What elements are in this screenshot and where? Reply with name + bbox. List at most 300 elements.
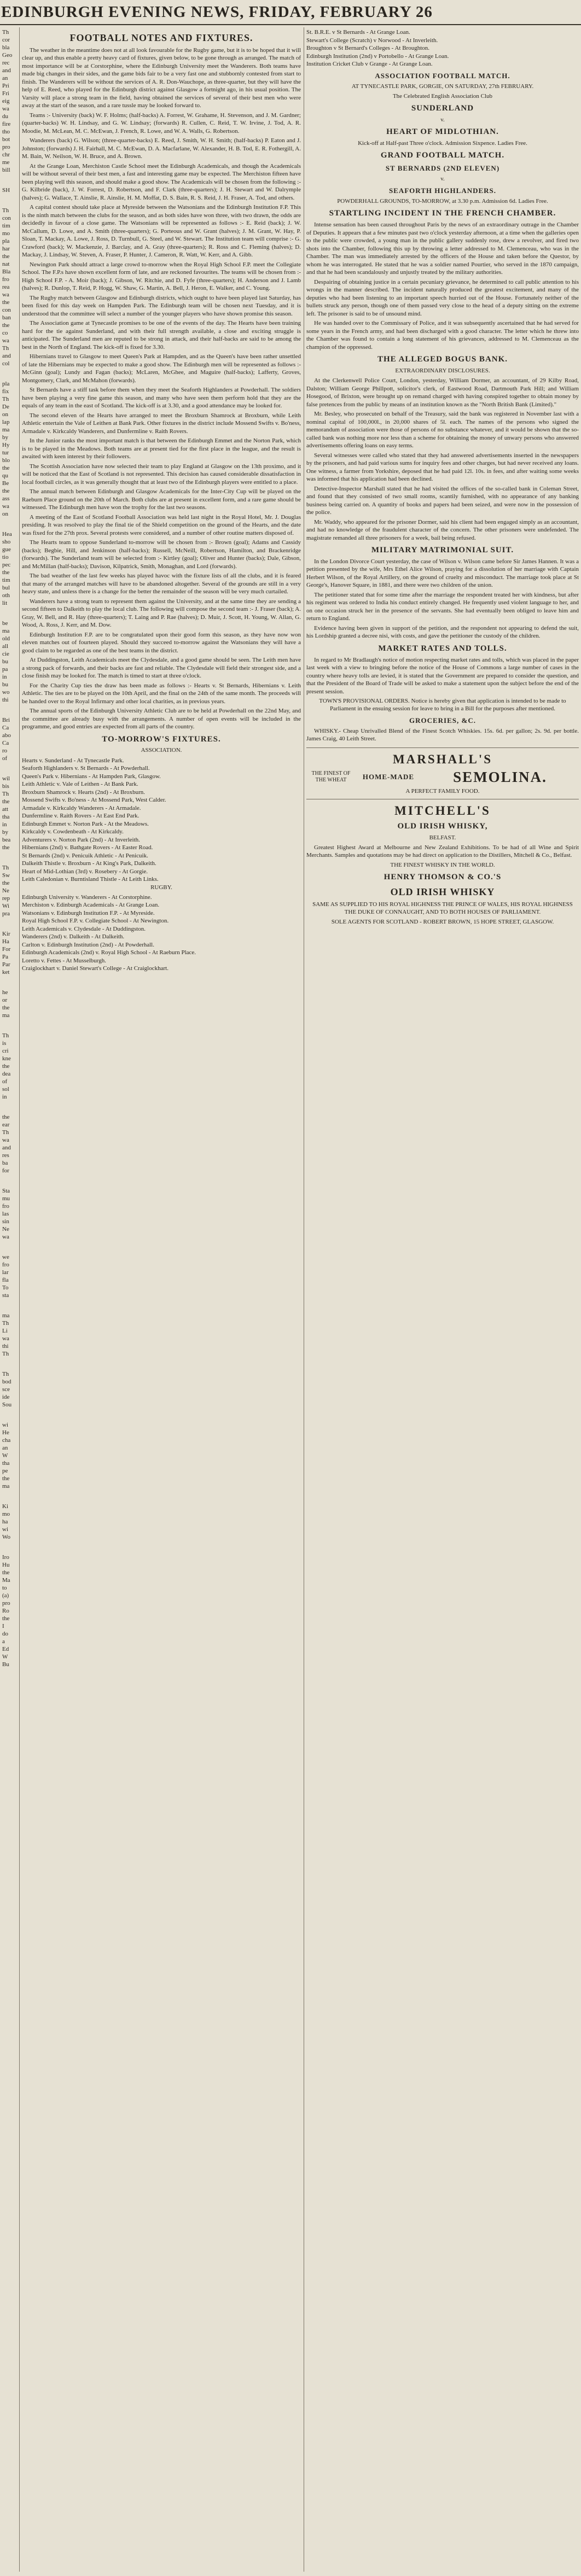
edge-word-fragment: he [2, 989, 8, 996]
edge-word-fragment: wil [2, 775, 10, 782]
edge-word-fragment: wi [2, 1526, 8, 1533]
fixture-line: St Bernards (2nd) v. Penicuik Athletic - At Penicuik. [22, 852, 148, 859]
edge-word-fragment: mo [2, 230, 10, 237]
edge-gap [2, 1241, 18, 1253]
edge-word-fragment: Th [2, 1371, 9, 1377]
edge-word-fragment: To [2, 1284, 9, 1291]
newspaper-masthead: EDINBURGH EVENING NEWS, FRIDAY, FEBRUARY 26 [1, 3, 433, 21]
sub-heading: SOLE AGENTS FOR SCOTLAND - ROBERT BROWN, 15 HOPE STREET, GLASGOW. [331, 919, 554, 926]
article-paragraph: The Hearts team to oppose Sunderland to-morrow will be chosen from :- Brown (goal); Adams and Cassidy (backs); Begbie, Hill, and Jenkinson (half-backs); Russell, McNeill, Robertson, Hamilton, and Brackenridge (forwards). The Sunderland team will be selected from :- Kirtley (goal); Oliver and Hunter (backs); Dale, Gibson, and McMillan (half-backs); Davison, Kilpatrick, Smith, Monaghan, and Lord (forwards). [22, 539, 301, 570]
edge-word-fragment: pro [2, 144, 10, 150]
edge-word-fragment: in [2, 1094, 7, 1100]
article-paragraph: Wanderers have a strong team to represent them against the University, and at the same time they are sending a second fifteen to Dalkeith to play the local club. The following will compose the second team :- J. Fraser (back); A. Gray, W. Bell, and R. Hay (three-quarters); T. Laing and P. Rae (halves); D. Muir, J. Scott, H. Young, W. Allan, G. Wood, A. Ross, J. Kerr, and M. Dow. [22, 598, 301, 628]
edge-word-fragment: Th [2, 345, 9, 352]
fixture-line: Edinburgh Institution (2nd) v Portobello - At Grange Loan. [306, 52, 449, 60]
edge-word-fragment: col [2, 360, 10, 367]
edge-word-fragment: pro [2, 1600, 10, 1607]
edge-word-fragment: bu [2, 658, 8, 665]
edge-word-fragment: tha [2, 1460, 10, 1467]
fixture-line: Seaforth Highlanders v. St Bernards - At Powderhall. [22, 765, 150, 772]
edge-gap [2, 518, 18, 530]
edge-word-fragment: or [2, 997, 8, 1003]
article-paragraph: A capital contest should take place at Myreside between the Watsonians and the Edinburgh Institution F.P. This is the ninth match between the clubs for the season, and as both sides have won three, with two drawn, the odds are decidedly in favour of a close game. The Watsonians will be represented as follows :- E. Reid (back); J. W. McCallum, D. Lowe, and A. Smith (three-quarters); G. Porteous and W. Grant (halves); J. M. Grant, W. Hay, P. Sloan, T. Mackay, A. Lowe, J. Ross, D. Turnbull, G. Steel, and W. Stewart. The Institution team will comprise :- G. Crawford (back); W. Mackenzie, J. Barclay, and A. Gray (three-quarters); R. Ross and C. Fleming (halves); D. Mackay, J. Lindsay, W. Steven, A. Fraser, P. Hunter, J. Cameron, R. Watt, W. Kerr, and A. Gibb. [22, 204, 301, 258]
edge-word-fragment: Wi [2, 903, 9, 909]
edge-word-fragment: on [2, 511, 8, 517]
section-heading: SEAFORTH HIGHLANDERS. [388, 186, 497, 195]
news-and-adverts-column [306, 28, 579, 928]
edge-word-fragment: Th [2, 1032, 9, 1039]
edge-word-fragment: bu [2, 681, 8, 688]
edge-word-fragment: ass [2, 495, 10, 502]
edge-word-fragment: Bri [2, 717, 10, 723]
article-paragraph: Greatest Highest Award at Melbourne and New Zealand Exhibitions. To be had of all Wine and Spirit Merchants. Samples and quotations may be had direct on application to the Distillers, Mitchell & Co., Belfast. [306, 844, 579, 859]
edge-word-fragment: ma [2, 1312, 10, 1319]
fixture-line: Stewart's College (Scratch) v Norwood - At Inverleith. [306, 37, 438, 44]
fixture-line: Leith Academicals v. Clydesdale - At Duddingston. [22, 925, 146, 932]
edge-word-fragment: qu [2, 472, 8, 479]
edge-word-fragment: bis [2, 783, 9, 790]
article-paragraph: St Bernards have a stiff task before them when they meet the Seaforth Highlanders at Powderhall. The soldiers have been playing a very fine game this season, and many who have seen them perform hold that they are the equals of any team in the east of Scotland. The kick-off is at 3.30, and a good attendance may be looked for. [22, 387, 301, 409]
edge-word-fragment: Hea [2, 531, 12, 538]
edge-word-fragment: the [2, 1004, 10, 1011]
edge-word-fragment: gue [2, 546, 11, 553]
edge-word-fragment: tio [2, 554, 9, 560]
edge-word-fragment: ma [2, 427, 10, 433]
edge-word-fragment: Bu [2, 1661, 9, 1668]
edge-word-fragment: the [2, 844, 10, 851]
section-heading: SUNDERLAND [411, 104, 474, 113]
edge-word-fragment: Th [2, 29, 9, 36]
edge-word-fragment: the [2, 1063, 10, 1070]
section-heading: STARTLING INCIDENT IN THE FRENCH CHAMBER. [329, 209, 556, 218]
edge-gap [2, 1490, 18, 1503]
edge-word-fragment: Ma [2, 1577, 10, 1584]
edge-word-fragment: W [2, 1452, 8, 1459]
edge-word-fragment: blo [2, 457, 10, 464]
edge-word-fragment: con [2, 307, 11, 313]
edge-word-fragment: sol [2, 1086, 9, 1093]
edge-gap [2, 704, 18, 716]
edge-word-fragment: abo [2, 732, 11, 739]
edge-word-fragment: all [2, 643, 8, 650]
section-heading: HEART OF MIDLOTHIAN. [386, 127, 499, 137]
edge-word-fragment: and [2, 67, 11, 74]
edge-word-fragment: sin [2, 1218, 9, 1225]
edge-gap [2, 851, 18, 864]
article-paragraph: Several witnesses were called who stated that they had answered advertisements inserted in the newspapers by the prisoners, and had paid various sums for inquiry fees and other charges, but had never received any loans. One witness, a farmer from Yorkshire, deposed that he had paid 12l. 10s. in fees, and after waiting some weeks was informed that his application had been declined. [306, 452, 579, 483]
edge-word-fragment: Bla [2, 268, 11, 275]
edge-word-fragment: rea [2, 284, 10, 290]
edge-word-fragment: a [2, 1638, 5, 1645]
sub-heading: POWDERHALL GROUNDS, TO-MORROW, at 3.30 p.m. Admission 6d. Ladies Free. [337, 197, 548, 205]
edge-word-fragment: the [2, 880, 10, 886]
edge-word-fragment: Be [2, 480, 9, 487]
edge-word-fragment: wi [2, 1422, 8, 1428]
edge-word-fragment: tur [2, 449, 9, 456]
fixture-line: Carlton v. Edinburgh Institution (2nd) - At Powderhall. [22, 941, 154, 948]
edge-word-fragment: fro [2, 276, 9, 283]
advert-divider [306, 747, 579, 748]
edge-word-fragment: the [2, 569, 10, 576]
article-paragraph: The second eleven of the Hearts have arranged to meet the Broxburn Shamrock at Broxburn, while Leith Athletic entertain the Vale of Leithen at Bank Park. Other fixtures in the district include Mossend Swifts v. Bo'ness, Armadale v. Kirkcaldy Wanderers, and Dunfermline v. Raith Rovers. [22, 412, 301, 435]
article-paragraph: At Duddingston, Leith Academicals meet the Clydesdale, and a good game should be seen. The Leith men have a strong pack of forwards, and their backs are fast and reliable. The Clydesdale will field their strongest side, and a close finish may be looked for. The match is timed to start at three o'clock. [22, 657, 301, 679]
fixture-line: Royal High School F.P. v. Collegiate School - At Newington. [22, 918, 169, 925]
advert-left-text: THE FINEST OF THE WHEAT [311, 770, 351, 784]
edge-word-fragment: ma [2, 628, 10, 634]
edge-word-fragment: kne [2, 1055, 11, 1062]
edge-word-fragment: in [2, 674, 7, 680]
article-paragraph: Detective-Inspector Marshall stated that he had visited the offices of the so-called bank in Coleman Street, and found that they consisted of two small rooms, scantily furnished, with no appearance of any banking business being carried on. A quantity of books and papers had been seized, and were now in the possession of the police. [306, 485, 579, 516]
sub-heading: BELFAST. [429, 834, 456, 841]
fixture-line: Kirkcaldy v. Cowdenbeath - At Kirkcaldy. [22, 828, 124, 836]
sub-heading: TOWN'S PROVISIONAL ORDERS. Notice is hereby given that application is intended to be made to Parliament in the ensuing session for leave to bring in a Bill for the purposes after mentioned. [319, 698, 566, 712]
fixture-line: Armadale v. Kirkcaldy Wanderers - At Armadale. [22, 804, 141, 811]
edge-word-fragment: the [2, 1114, 10, 1120]
edge-gap [2, 367, 18, 380]
fixture-line: Institution Cricket Club v Grange - At Grange Loan. [306, 61, 433, 67]
edge-word-fragment: by [2, 829, 8, 836]
edge-word-fragment: co [2, 330, 8, 336]
fixture-line: Edinburgh Emmet v. Norton Park - At the Meadows. [22, 820, 149, 827]
edge-word-fragment: Th [2, 1129, 9, 1136]
edge-word-fragment: bla [2, 44, 10, 51]
edge-word-fragment: oth [2, 592, 10, 599]
edge-word-fragment: pe [2, 1468, 8, 1474]
edge-word-fragment: by [2, 434, 8, 441]
article-paragraph: Despairing of obtaining justice in a certain pecuniary grievance, he determined to call public attention to his wrongs in the manner described. The incident naturally produced the greatest excitement, and many of the deputies who had been listening to an important speech hurried out of the House. Fortunately neither of the bullets struck any person, though one of them passed very close to the head of a deputy sitting on the extreme left. The prisoner is said to be of unsound mind. [306, 278, 579, 317]
edge-word-fragment: dea [2, 1071, 11, 1077]
edge-word-fragment: of [2, 1078, 8, 1085]
fixture-line: Hearts v. Sunderland - At Tynecastle Park. [22, 757, 124, 764]
edge-word-fragment: sce [2, 1386, 10, 1393]
edge-word-fragment: pla [2, 381, 10, 387]
edge-word-fragment: Ki [2, 1503, 8, 1510]
edge-word-fragment: tho [2, 128, 10, 135]
section-heading: TO-MORROW'S FIXTURES. [102, 734, 221, 744]
edge-word-fragment: Hy [2, 442, 10, 448]
edge-gap [2, 1101, 18, 1113]
edge-word-fragment: Pa [2, 954, 8, 960]
edge-word-fragment: du [2, 113, 8, 120]
fixture-line: Hibernians (2nd) v. Bathgate Rovers - At Easter Road. [22, 844, 153, 851]
edge-word-fragment: wa [2, 291, 9, 298]
edge-word-fragment: cor [2, 37, 10, 43]
fixture-line: Craiglockhart v. Daniel Stewart's College - At Craiglockhart. [22, 965, 169, 972]
sub-heading: Kick-off at Half-past Three o'clock. Admission Sixpence. Ladies Free. [358, 140, 527, 147]
edge-word-fragment: wa [2, 106, 9, 112]
edge-word-fragment: bot [2, 136, 10, 143]
edge-word-fragment: fro [2, 1203, 9, 1210]
edge-word-fragment: tim [2, 223, 10, 229]
edge-word-fragment: Ha [2, 938, 9, 945]
edge-word-fragment: lar [2, 1269, 9, 1276]
edge-word-fragment: Ne [2, 887, 9, 894]
sub-heading: THE FINEST WHISKY IN THE WORLD. [390, 861, 495, 868]
edge-word-fragment: ket [2, 969, 10, 976]
edge-word-fragment: Th [2, 1351, 9, 1357]
fixture-line: Merchiston v. Edinburgh Academicals - At Grange Loan. [22, 902, 160, 909]
fixture-line: St. B.R.E. v St Bernards - At Grange Loan. [306, 29, 410, 36]
edge-word-fragment: mo [2, 1511, 10, 1517]
edge-word-fragment: eig [2, 98, 10, 104]
edge-word-fragment: the [2, 253, 10, 260]
edge-word-fragment: Ca [2, 725, 9, 731]
edge-gap [2, 1299, 18, 1312]
edge-word-fragment: pa [2, 666, 8, 673]
sub-heading: The Celebrated English Association Club [392, 93, 493, 100]
advert-brand-name: MITCHELL'S [394, 803, 491, 817]
edge-word-fragment: De [2, 404, 9, 410]
edge-word-fragment: bod [2, 1378, 11, 1385]
fixture-line: Edinburgh Academicals (2nd) v. Royal High School - At Raeburn Place. [22, 949, 196, 956]
edge-word-fragment: the [2, 488, 10, 494]
edge-word-fragment: Ca [2, 740, 9, 746]
edge-word-fragment: ma [2, 1012, 10, 1019]
edge-word-fragment: Fri [2, 90, 9, 97]
edge-word-fragment: ro [2, 747, 8, 754]
edge-word-fragment: Th [2, 207, 9, 214]
advert-tagline: A PERFECT FAMILY FOOD. [405, 787, 480, 795]
edge-gap [2, 174, 18, 186]
fixture-line: Watsonians v. Edinburgh Institution F.P. - At Myreside. [22, 909, 155, 916]
article-paragraph: A meeting of the East of Scotland Football Association was held last night in the Royal Hotel, Mr. J. Douglas presiding. It was resolved to play the final tie of the Shield competition on the ground of the Hearts, and the date was fixed for the 27th prox. Several protests were considered, and a number of other routine matters disposed of. [22, 513, 301, 536]
sub-heading: AT TYNECASTLE PARK, GORGIE, ON SATURDAY, 27th FEBRUARY. [351, 83, 534, 90]
edge-word-fragment: con [2, 215, 11, 221]
edge-word-fragment: cri [2, 1048, 9, 1054]
fixture-line: Heart of Mid-Lothian (3rd) v. Rosebery - At Gorgie. [22, 868, 148, 875]
edge-word-fragment: the [2, 299, 10, 306]
edge-word-fragment: nat [2, 261, 10, 267]
article-paragraph: In the London Divorce Court yesterday, the case of Wilson v. Wilson came before Sir James Hannen. It was a petition presented by the wife, Mrs Ethel Alice Wilson, praying for a dissolution of her marriage with Captain Herbert Wilson, of the Royal Artillery, on the ground of cruelty and misconduct. The marriage took place at St George's, Hanover Square, in 1881, and there were two children of the union. [306, 558, 579, 589]
edge-word-fragment: wo [2, 689, 10, 696]
article-paragraph: Mr. Besley, who prosecuted on behalf of the Treasury, said the bank was registered in November last with a nominal capital of 100,000l., in 20,000 shares of 5l. each. The names of the persons who signed the memorandum of association were those of persons of no substance whatever, and it would be shown that the so-called bank was nothing more nor less than a scheme for obtaining the money of unwary persons who answered advertisements offering loans on easy terms. [306, 411, 579, 449]
edge-word-fragment: W [2, 1654, 8, 1660]
edge-word-fragment: cha [2, 1437, 11, 1444]
advert-row [306, 769, 579, 786]
edge-word-fragment: pec [2, 562, 11, 568]
edge-word-fragment: for [2, 1167, 9, 1174]
edge-word-fragment: sta [2, 1292, 9, 1299]
sub-heading: SAME AS SUPPLIED TO HIS ROYAL HIGHNESS THE PRINCE OF WALES, HIS ROYAL HIGHNESS THE DUKE OF CONNAUGHT, AND TO BOTH HOUSES OF PARLIAMENT. [312, 901, 573, 915]
edge-word-fragment: wa [2, 1137, 9, 1143]
article-paragraph: The annual sports of the Edinburgh University Athletic Club are to be held at Powderhall on the 22nd May, and the committee are already busy with the arrangements. A number of open events will be included in the programme, and good entries are expected from all parts of the country. [22, 708, 301, 730]
edge-word-fragment: lit [2, 600, 8, 606]
fixture-line: Broughton v St Bernard's Colleges - At Broughton. [306, 45, 430, 51]
edge-word-fragment: and [2, 1144, 11, 1151]
edge-word-fragment: the [2, 1475, 10, 1482]
edge-word-fragment: of [2, 755, 8, 762]
edge-word-fragment: res [2, 1152, 9, 1159]
edge-word-fragment: Iro [2, 1554, 9, 1561]
edge-word-fragment: me [2, 159, 10, 166]
edge-word-fragment: tha [2, 814, 10, 820]
edge-word-fragment: fire [2, 121, 11, 127]
advert-brand-name: MARSHALL'S [392, 752, 493, 766]
edge-word-fragment: pra [2, 910, 10, 917]
section-heading: GROCERIES, &C. [409, 716, 476, 725]
edge-word-fragment: lap [2, 419, 10, 425]
edge-word-fragment: be [2, 620, 8, 627]
fixture-line: Dunfermline v. Raith Rovers - At East End Park. [22, 813, 140, 820]
article-paragraph: Newington Park should attract a large crowd to-morrow when the Royal High School F.P. meet the Collegiate School. The F.P.s have shown excellent form of late, and are reckoned favourites. The teams will be chosen from :- High School F.P. - A. Moir (back); J. Gibson, W. Ritchie, and D. Fyfe (three-quarters); H. Anderson and J. Lamb (halves); R. Dunlop, T. Reid, P. Hogg, W. Shaw, G. Martin, A. Bell, J. Heron, E. Walker, and C. Young. [22, 261, 301, 291]
edge-word-fragment: bul [2, 585, 10, 591]
article-paragraph: In the Junior ranks the most important match is that between the Edinburgh Emmet and the Norton Park, which is to be played in the Meadows. Both teams are at present tied for the first place in the league, and the result is awaited with keen interest by their followers. [22, 437, 301, 460]
edge-word-fragment: Th [2, 791, 9, 797]
edge-word-fragment: cie [2, 651, 9, 657]
edge-word-fragment: the [2, 322, 10, 329]
edge-word-fragment: Sou [2, 1401, 12, 1408]
edge-word-fragment: the [2, 1569, 10, 1576]
column-rule [19, 27, 20, 2572]
edge-word-fragment: Th [2, 1320, 9, 1327]
edge-word-fragment: Pri [2, 83, 9, 89]
edge-word-fragment: an [2, 75, 8, 81]
article-paragraph: In regard to Mr Bradlaugh's notice of motion respecting market rates and tolls, which was placed in the paper last week with a view to bringing before the notice of the House of Commons a large number of cases in the country where heavy tolls are levied, it is stated that the Government are prepared to consider the question, and that the President of the Board of Trade will be asked to make a statement upon the subject before the end of the present session. [306, 656, 579, 695]
edge-word-fragment: sho [2, 539, 11, 545]
left-edge-fragment-column [2, 28, 18, 1668]
article-paragraph: Mr. Waddy, who appeared for the prisoner Dormer, said his client had been engaged simply as an accountant, and had no knowledge of the fraudulent character of the concern. The other prisoners were undefended. The magistrate remanded all three prisoners for a week, bail being refused. [306, 518, 579, 541]
edge-word-fragment: pla [2, 238, 10, 244]
article-paragraph: Edinburgh Institution F.P. are to be congratulated upon their good form this season, as they have now won eleven matches out of fourteen played. Should they succeed to-morrow against the Watsonians they will have a good claim to be regarded as one of the best teams in the district. [22, 631, 301, 654]
edge-word-fragment: Par [2, 961, 10, 968]
article-paragraph: The Rugby match between Glasgow and Edinburgh districts, which ought to have been played last Saturday, has been fixed for this day week on Hampden Park. The Edinburgh team will be chosen next Tuesday, and it is understood that the committee will select a number of the younger players who have shown promise this season. [22, 294, 301, 317]
edge-word-fragment: bea [2, 837, 11, 843]
edge-word-fragment: har [2, 246, 10, 252]
edge-word-fragment: and [2, 353, 11, 359]
edge-gap [2, 1175, 18, 1187]
edge-word-fragment: ban [2, 314, 11, 321]
edge-word-fragment: we [2, 1254, 9, 1260]
edge-word-fragment: Wo [2, 1534, 11, 1540]
edge-word-fragment: wa [2, 1335, 9, 1342]
edge-word-fragment: wa [2, 1234, 9, 1240]
edge-word-fragment: the [2, 465, 10, 471]
article-paragraph: Teams :- University (back) W. F. Holms; (half-backs) A. Forrest, W. Grahame, H. Stevenson, and J. M. Gardner; (quarter-backs) W. H. Lindsay, and G. W. Lindsay; (forwards) R. Cullen, C. Reid, T. W. Irvine, J. Tod, A. R. Moodie, M. McLean, M. C. McEwan, J. French, R. Lowe, and W. A. Walls, G. Robertson. [22, 112, 301, 135]
article-paragraph: At the Clerkenwell Police Court, London, yesterday, William Dormer, an accountant, of 29 Kilby Road, Dalston; William George Phillpott, solicitor's clerk, of Eastwood Road, Dartmouth Park Hill; and William Hosegood, of Brixton, were brought up on remand charged with having conspired together to obtain money by false pretences from the public by means of an institution known as the "North British Bank (Limited)." [306, 377, 579, 408]
article-paragraph: Evidence having been given in support of the petition, and the respondent not appearing to defend the suit, his Lordship granted a decree nisi, with costs, and gave the petitioner the custody of the children. [306, 624, 579, 640]
edge-gap [2, 1358, 18, 1370]
edge-word-fragment: wa [2, 337, 9, 344]
fixture-line: Queen's Park v. Hibernians - At Hampden Park, Glasgow. [22, 773, 161, 780]
edge-word-fragment: ide [2, 1394, 10, 1400]
edge-word-fragment: SH [2, 187, 10, 194]
article-paragraph: Intense sensation has been caused throughout Paris by the news of an extraordinary outrage in the Chamber of Deputies. It appears that a few minutes past two o'clock yesterday afternoon, at a time when the galleries open to the public were crowded, a young man in the public gallery suddenly rose, drew a revolver, and fired two shots into the Chamber, following this up by throwing a letter addressed to M. Clemenceau, who was in the Chamber. The man was immediately arrested by the officers of the House and taken before the Questor, by whom he was interrogated. He stated that he was a soldier named Pourtier, who served in the 1870 campaign, and that he had been scandalously and unjustly treated by the military authorities. [306, 221, 579, 276]
sub-heading: v. [440, 116, 445, 124]
edge-word-fragment: Sta [2, 1188, 10, 1194]
edge-gap [2, 194, 18, 207]
edge-word-fragment: fla [2, 1277, 9, 1283]
edge-word-fragment: Ne [2, 1226, 9, 1232]
section-heading: THE ALLEGED BOGUS BANK. [377, 355, 508, 364]
edge-word-fragment: on [2, 411, 8, 418]
article-paragraph: For the Charity Cup ties the draw has been made as follows :- Hearts v. St Bernards, Hibernians v. Leith Athletic. The ties are to be played on the 10th April, and the final on the 24th of the same month. The proceeds will be handed over to the Royal Infirmary and other local charities, as in previous years. [22, 682, 301, 705]
fixture-line: Leith Caledonian v. Burntisland Thistle - At Leith Links. [22, 876, 159, 883]
section-heading: ASSOCIATION FOOTBALL MATCH. [375, 71, 510, 80]
sub-heading: ASSOCIATION. [141, 747, 182, 754]
section-heading: FOOTBALL NOTES AND FIXTURES. [69, 32, 253, 43]
edge-word-fragment: (a) [2, 1592, 9, 1599]
fixture-line: Adventurers v. Norton Park (2nd) - At Inverleith. [22, 836, 140, 843]
fixture-line: Leith Athletic v. Vale of Leithen - At Bank Park. [22, 781, 138, 788]
edge-gap [2, 1409, 18, 1421]
section-heading: GRAND FOOTBALL MATCH. [380, 151, 505, 160]
edge-word-fragment: rep [2, 895, 10, 902]
edge-word-fragment: an [2, 1445, 8, 1451]
edge-word-fragment: tim [2, 577, 10, 583]
edge-word-fragment: las [2, 1211, 9, 1217]
edge-word-fragment: thi [2, 697, 9, 703]
edge-word-fragment: Th [2, 864, 9, 871]
advert-product-name: SEMOLINA. [453, 768, 547, 785]
edge-word-fragment: thi [2, 1343, 9, 1350]
fixture-line: Mossend Swifts v. Bo'ness - At Mossend Park, West Calder. [22, 797, 166, 804]
edge-word-fragment: to [2, 1585, 7, 1591]
edge-word-fragment: I [2, 1623, 4, 1629]
article-paragraph: The petitioner stated that for some time after the marriage the respondent treated her with kindness, but after his regiment was ordered to India his conduct entirely changed. He frequently used violent language to her, and on one occasion struck her in the presence of the servants. She had eventually been obliged to leave him and return to England. [306, 591, 579, 622]
edge-word-fragment: chr [2, 151, 10, 158]
football-column [22, 28, 301, 973]
edge-word-fragment: fix [2, 388, 9, 395]
edge-word-fragment: mu [2, 1195, 10, 1202]
fixture-line: Edinburgh University v. Wanderers - At Corstorphine. [22, 893, 152, 901]
article-paragraph: He was handed over to the Commissary of Police, and it was subsequently ascertained that he had served for some years in the French army, and had been discharged with a good character. The letter which he threw into the Chamber was found to contain a long statement of his grievances, addressed to M. Clemenceau as the champion of the oppressed. [306, 320, 579, 351]
edge-word-fragment: do [2, 1631, 8, 1637]
edge-word-fragment: For [2, 946, 11, 953]
edge-word-fragment: att [2, 806, 8, 813]
edge-word-fragment: in [2, 821, 7, 828]
edge-gap [2, 1541, 18, 1553]
edge-word-fragment: wa [2, 503, 9, 510]
fixture-line: Dalkeith Thistle v. Broxburn - At King's Park, Dalkeith. [22, 860, 156, 867]
article-paragraph: The weather in the meantime does not at all look favourable for the Rugby game, but it is to be hoped that it will clear up, and thus enable a pretty heavy card of fixtures, given below, to be gone through as arranged. The match of most importance will be at Corstorphine, where the Edinburgh University meet the Wanderers. Both teams have made big changes in their sides, and the game bids fair to be a very fast one and stubbornly contested from start to finish. The Wanderers will be without the services of A. R. Don-Wauchope, as three-quarter, but they will have the help of E. Reed, who played for the Edinburgh district against Glasgow a fortnight ago, in his usual position. The Varsity will place a strong team in the field, having obtained the services of several of their best men who were away at the start of the season, and a rare tussle may be looked forward to. [22, 46, 301, 109]
fixture-line: Broxburn Shamrock v. Hearts (2nd) - At Broxburn. [22, 788, 146, 796]
edge-word-fragment: rec [2, 60, 10, 66]
article-paragraph: Wanderers (back) G. Wilson; (three-quarter-backs) E. Reed, J. Smith, W. H. Smith; (half-backs) P. Eaton and J. Johnston; (forwards) J. H. Fairhall, M. C. McEwan, D. A. Macfarlane, W. Alexander, H. B. Tod, E. R. Fothergill, A. M. Bain, W. Neilson, W. H. Bruce, and A. Brown. [22, 137, 301, 160]
edge-word-fragment: Li [2, 1328, 8, 1334]
sub-heading: v. [440, 176, 445, 183]
edge-word-fragment: Hu [2, 1562, 10, 1568]
edge-word-fragment: the [2, 1615, 10, 1622]
edge-word-fragment: ma [2, 1483, 10, 1489]
section-heading: MILITARY MATRIMONIAL SUIT. [371, 546, 514, 555]
masthead-rule [0, 24, 581, 25]
edge-gap [2, 918, 18, 930]
edge-word-fragment: ba [2, 1160, 8, 1166]
edge-word-fragment: ear [2, 1121, 10, 1128]
section-heading: HENRY THOMSON & CO.'S [384, 873, 502, 882]
section-heading: OLD IRISH WHISKY, [397, 821, 488, 831]
edge-word-fragment: Ro [2, 1608, 9, 1614]
edge-word-fragment: He [2, 1429, 9, 1436]
edge-word-fragment: Geo [2, 52, 13, 59]
section-heading: ST BERNARDS (2ND ELEVEN) [385, 164, 500, 173]
section-heading: MARKET RATES AND TOLLS. [378, 644, 507, 653]
edge-gap [2, 976, 18, 989]
edge-word-fragment: the [2, 798, 10, 805]
article-paragraph: At the Grange Loan, Merchiston Castle School meet the Edinburgh Academicals, and though the Academicals will be without several of their best men, a fast and interesting game may be expected. The Merchiston fifteen have been playing well this season, and should make a good show. The Academicals will be chosen from the following :- G. Kilbride (back), J. W. Forrest, D. Robertson, and F. Clark (three-quarters); J. H. Stewart and W. Dalrymple (halves); G. Wallace, T. Ainslie, R. Ainslie, H. M. Moffat, D. S. Bain, R. S. Reid, J. H. Fraser, A. Tod, and others. [22, 162, 301, 201]
sub-heading: EXTRAORDINARY DISCLOSURES. [395, 367, 490, 374]
edge-word-fragment: ha [2, 1518, 8, 1525]
section-heading: OLD IRISH WHISKY [390, 886, 495, 898]
edge-word-fragment: Kir [2, 931, 10, 937]
article-paragraph: The annual match between Edinburgh and Glasgow Academicals for the Inter-City Cup will be played on the Raeburn Place ground on the 20th of March. Both clubs are at present in excellent form, and a rare game should be witnessed. The Edinburgh men have won the trophy for the last two seasons. [22, 488, 301, 511]
edge-word-fragment: Ed [2, 1646, 9, 1652]
edge-word-fragment: old [2, 635, 10, 642]
sub-heading: RUGBY. [150, 884, 172, 891]
article-paragraph: WHISKY.- Cheap Unrivalled Blend of the Finest Scotch Whiskies. 15s. 6d. per gallon; 2s. 9d. per bottle. James Craig, 40 Leith Street. [306, 727, 579, 743]
advert-center-text: HOME-MADE [362, 773, 415, 781]
edge-gap [2, 762, 18, 775]
